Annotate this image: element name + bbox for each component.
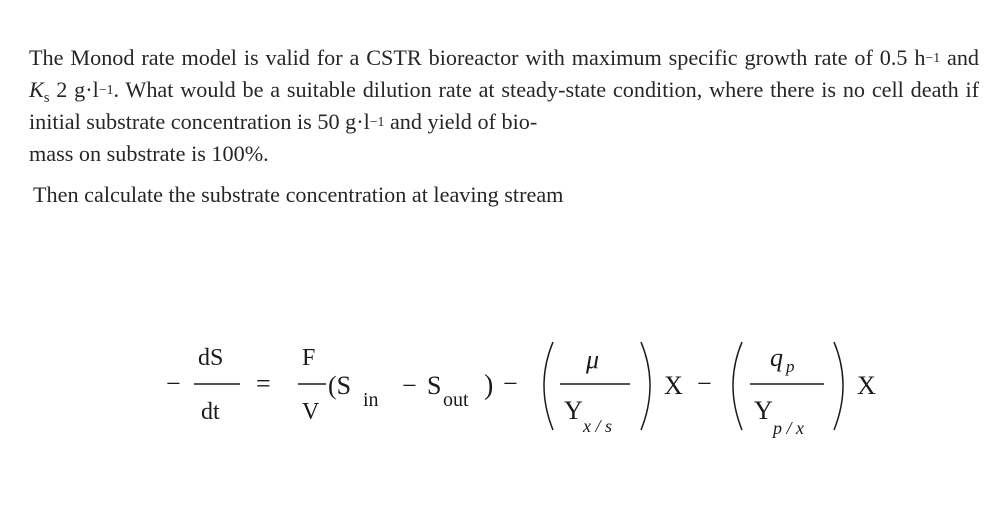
big-paren-right-1 bbox=[641, 342, 650, 430]
y-xs-symbol: Y bbox=[564, 396, 583, 425]
q-subscript: p bbox=[786, 357, 795, 376]
biomass-x-2: X bbox=[857, 371, 876, 400]
problem-line-3-end: and yield of bio- bbox=[384, 109, 538, 134]
exponent: −1 bbox=[98, 82, 114, 98]
s-out-term: S bbox=[427, 371, 442, 400]
inner-minus: − bbox=[402, 371, 417, 400]
ks-subscript: s bbox=[43, 90, 50, 107]
y-px-symbol: Y bbox=[754, 396, 773, 425]
text-and: and bbox=[940, 45, 980, 70]
s-in-term: (S bbox=[328, 371, 352, 400]
problem-line-3: where there is no cell death if initial substrate concentration is 50 bbox=[29, 77, 980, 134]
big-paren-right-2 bbox=[834, 342, 843, 430]
problem-line-2-end: . What would be a suitable dilution rate at steady-state condition, bbox=[113, 77, 703, 102]
numerator-f: F bbox=[302, 345, 316, 371]
equals-sign: = bbox=[256, 369, 271, 398]
problem-paragraph bbox=[29, 42, 979, 170]
unit-gram-per-liter: g·l bbox=[345, 109, 370, 134]
big-paren-left-2 bbox=[733, 342, 742, 430]
denominator-dt: dt bbox=[201, 399, 220, 425]
numerator-ds: dS bbox=[198, 345, 224, 371]
close-paren: ) bbox=[484, 370, 494, 401]
equation-svg bbox=[0, 330, 1006, 460]
leading-minus: − bbox=[166, 369, 181, 398]
unit-gram-per-liter: g·l bbox=[74, 77, 99, 102]
problem-statement bbox=[29, 42, 979, 211]
second-minus: − bbox=[697, 369, 712, 398]
q-symbol: q bbox=[770, 343, 783, 372]
px-subscript: p / x bbox=[773, 418, 804, 438]
ks-symbol: K bbox=[29, 77, 44, 102]
problem-line-4: mass on substrate is 100%. bbox=[29, 141, 269, 166]
xs-subscript: x / s bbox=[583, 416, 612, 436]
in-subscript: in bbox=[363, 389, 379, 411]
exponent: −1 bbox=[925, 50, 941, 66]
exponent: −1 bbox=[369, 114, 385, 130]
problem-line-1: The Monod rate model is valid for a CSTR bioreactor with maximum specific growth rate bbox=[29, 45, 848, 70]
mu-symbol: μ bbox=[586, 345, 600, 374]
minus-after-paren: − bbox=[503, 369, 518, 398]
unit-hour: h bbox=[914, 45, 926, 70]
denominator-v: V bbox=[302, 399, 320, 425]
follow-up-question: Then calculate the substrate concentration at leaving stream bbox=[33, 182, 564, 207]
big-paren-left-1 bbox=[544, 342, 553, 430]
ks-value: 2 bbox=[49, 77, 68, 102]
biomass-x: X bbox=[664, 371, 683, 400]
out-subscript: out bbox=[443, 389, 469, 411]
growth-rate-value: of 0.5 bbox=[854, 45, 908, 70]
mass-balance-equation bbox=[0, 330, 1006, 460]
